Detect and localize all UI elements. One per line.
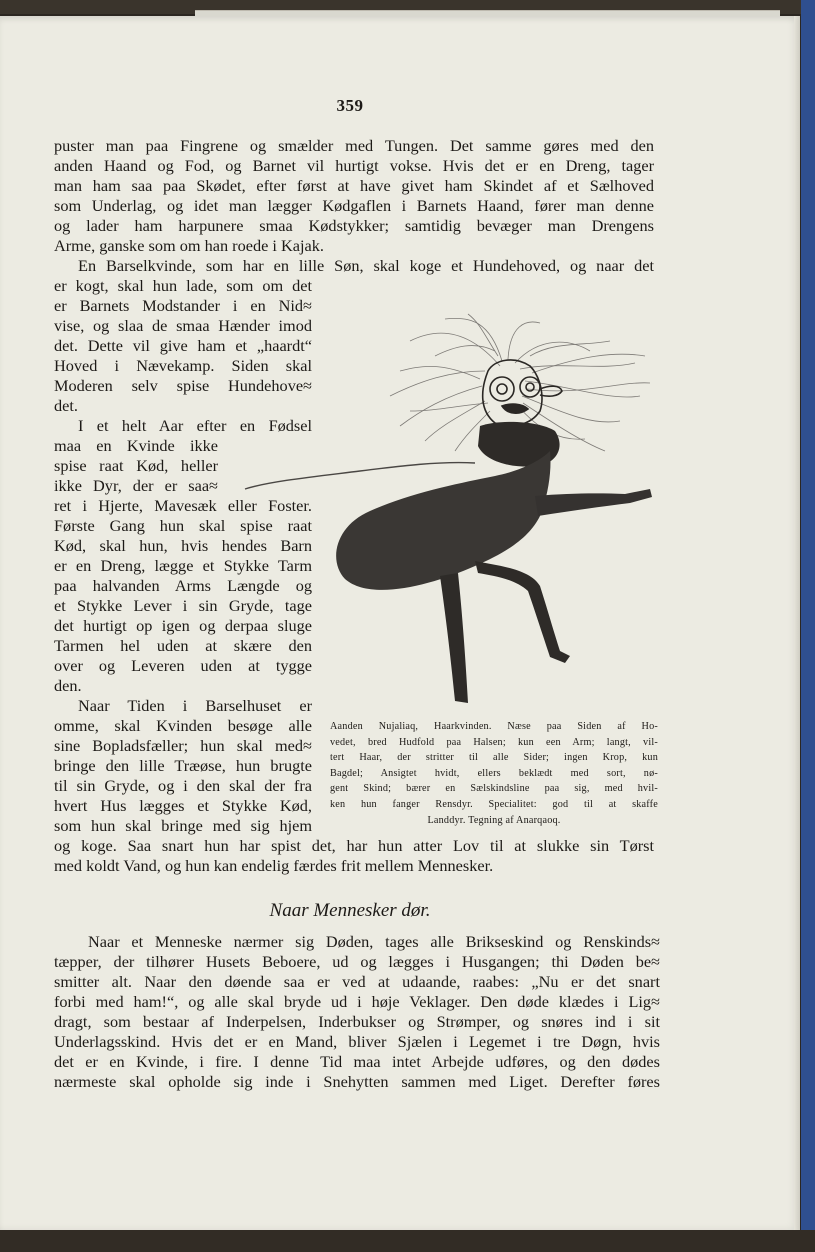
text-line: Naar et Menneske nærmer sig Døden, tages alle Brikseskind og Renskinds≈ xyxy=(88,932,660,951)
text-line: Underlagsskind. Hvis det er en Mand, bliver Sjælen i Legemet i tre Døgn, hvis xyxy=(54,1032,660,1051)
text-line: Moderen selv spise Hundehove≈ xyxy=(54,376,312,395)
page-number: 359 xyxy=(336,96,364,115)
sealskin-line xyxy=(245,463,475,489)
text-line: det. xyxy=(54,396,78,415)
book-cover-bottom xyxy=(0,1230,815,1252)
spirit-body xyxy=(336,451,652,703)
section-heading: Naar Mennesker dør. xyxy=(269,900,431,921)
text-line: maa en Kvinde ikke xyxy=(54,436,218,455)
text-line: og koge. Saa snart hun har spist det, har hun atter Lov til at slukke sin Tørst xyxy=(54,836,654,855)
text-line: forbi med ham!“, og alle skal bryde ud i høje Veklager. Den døde klædes i Lig≈ xyxy=(54,992,660,1011)
text-line: som Underlag, og idet man lægger Kødgaflen i Barnets Haand, fører man denne xyxy=(54,196,654,215)
text-line: anden Haand og Fod, og Barnet vil hurtigt vokse. Hvis det er en Dreng, tager xyxy=(54,156,654,175)
figure-caption xyxy=(330,719,658,828)
page-edge-shadow xyxy=(794,16,800,1230)
text-line: over og Leveren uden at tygge xyxy=(54,656,312,675)
text-line: Tarmen hel uden at skære den xyxy=(54,636,312,655)
text-line: nærmeste skal opholde sig inde i Snehytten sammen med Liget. Derefter føres xyxy=(54,1072,660,1091)
spirit-drawing-illustration xyxy=(240,311,660,716)
book-page xyxy=(0,16,800,1230)
caption-line: Bagdel; Ansigtet hvidt, ellers beklædt med sort, nø- xyxy=(330,767,658,779)
caption-line: Landdyr. Tegning af Anarqaoq. xyxy=(427,814,561,826)
text-line: En Barselkvinde, som har en lille Søn, skal koge et Hundehoved, og naar det xyxy=(78,256,654,275)
caption-line: vedet, bred Hudfold paa Halsen; kun een Arm; langt, vil- xyxy=(330,736,658,748)
text-line: den. xyxy=(54,676,82,695)
book-cover-blue-edge xyxy=(801,0,815,1252)
text-line: et Stykke Lever i sin Gryde, tage xyxy=(54,596,312,615)
text-line: er Barnets Modstander i en Nid≈ xyxy=(54,296,312,315)
text-line: omme, skal Kvinden besøge alle xyxy=(54,716,312,735)
text-line: dragt, som bestaar af Inderpelsen, Inderbukser og Strømper, og snøres ind i sit xyxy=(54,1012,660,1031)
text-line: med koldt Vand, og hun kan endelig færdes frit mellem Mennesker. xyxy=(54,856,494,875)
text-line: Hoved i Nævekamp. Siden skal xyxy=(54,356,312,375)
text-line: det. Dette vil give ham et „haardt“ xyxy=(54,336,312,355)
caption-line: ken hun fanger Rensdyr. Specialitet: god til at skaffe xyxy=(330,798,658,810)
spirit-face xyxy=(483,360,562,426)
text-line: sine Bopladsfæller; hun skal med≈ xyxy=(54,736,312,755)
text-line: spise raat Kød, heller xyxy=(54,456,218,475)
caption-line: gent Skind; bærer en Sælskindsline paa sig, med hvil- xyxy=(330,783,658,795)
text-line: Arme, ganske som om han roede i Kajak. xyxy=(54,236,324,255)
text-line: er kogt, skal hun lade, som om det xyxy=(54,276,312,295)
text-line: puster man paa Fingrene og smælder med Tungen. Det samme gøres med den xyxy=(54,136,654,155)
text-line: og lader ham harpunere smaa Kødstykker; samtidig bevæger man Drengens xyxy=(54,216,654,235)
caption-line: Aanden Nujaliaq, Haarkvinden. Næse paa Siden af Ho- xyxy=(330,721,658,732)
text-line: paa halvanden Arms Længde og xyxy=(54,576,312,595)
text-line: smitter alt. Naar den døende saa er ved at udaande, raabes: „Nu er det snart xyxy=(54,972,660,991)
text-line: Første Gang hun skal spise raat xyxy=(54,516,312,535)
caption-line: tert Haar, der stritter til alle Sider; ingen Krop, kun xyxy=(330,752,658,764)
text-line: I et helt Aar efter en Fødsel xyxy=(78,416,312,435)
text-line: bringe den lille Træøse, hun brugte xyxy=(54,756,312,775)
text-line: Naar Tiden i Barselhuset er xyxy=(78,696,312,715)
text-line: vise, og slaa de smaa Hænder imod xyxy=(54,316,312,335)
text-line: som hun skal bringe med sig hjem xyxy=(54,816,312,835)
text-line: ikke Dyr, der er saa≈ xyxy=(54,476,218,495)
text-line: er en Dreng, lægge et Stykke Tarm xyxy=(54,556,312,575)
text-line: hvert Hus lægges et Stykke Kød, xyxy=(54,796,312,815)
text-line: det er en Kvinde, i fire. I denne Tid maa intet Arbejde udføres, og den dødes xyxy=(54,1052,660,1071)
text-line: man ham saa paa Skødet, efter først at have givet ham Skindet af et Sælhoved xyxy=(54,176,654,195)
text-line: tæpper, der tilhører Husets Beboere, ud og lægges i Husgangen; thi Døden be≈ xyxy=(54,952,660,971)
text-line: det hurtigt op igen og derpaa sluge xyxy=(54,616,312,635)
text-line: til sin Gryde, og i den skal der fra xyxy=(54,776,312,795)
text-line: Kød, skal hun, hvis hendes Barn xyxy=(54,536,312,555)
text-line: ret i Hjerte, Mavesæk eller Foster. xyxy=(54,496,312,515)
